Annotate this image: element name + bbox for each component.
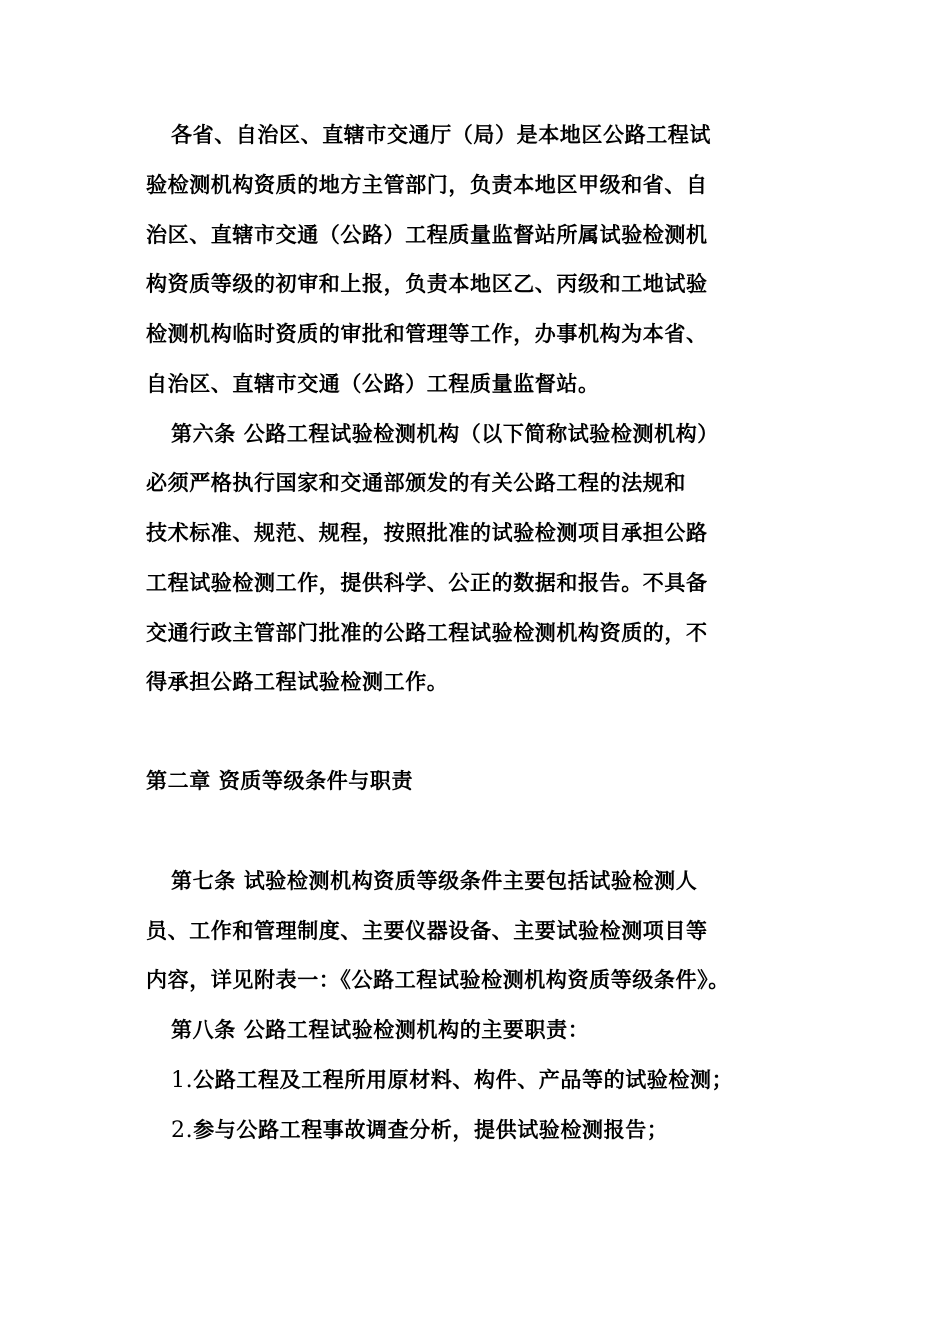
list-item xyxy=(171,1116,831,1144)
article-6-line: 技术标准、规范、规程，按照批准的试验检测项目承担公路 xyxy=(146,521,708,545)
article-6-line: 第六条 公路工程试验检测机构（以下简称试验检测机构） xyxy=(171,422,719,446)
list-item-number: 1. xyxy=(171,1068,194,1093)
paragraph-line: 验检测机构资质的地方主管部门，负责本地区甲级和省、自 xyxy=(146,173,708,197)
article-7-line: 员、工作和管理制度、主要仪器设备、主要试验检测项目等 xyxy=(146,919,708,943)
list-item xyxy=(171,1066,831,1094)
article-7-line: 内容，详见附表一：《公路工程试验检测机构资质等级条件》。 xyxy=(146,968,730,992)
paragraph-line: 治区、直辖市交通（公路）工程质量监督站所属试验检测机 xyxy=(146,223,708,247)
paragraph-line: 自治区、直辖市交通（公路）工程质量监督站。 xyxy=(146,372,600,396)
paragraph-line: 构资质等级的初审和上报，负责本地区乙、丙级和工地试验 xyxy=(146,272,708,296)
article-6-line: 得承担公路工程试验检测工作。 xyxy=(146,670,449,694)
article-7-line: 第七条 试验检测机构资质等级条件主要包括试验检测人 xyxy=(171,869,698,893)
paragraph-line: 检测机构临时资质的审批和管理等工作，办事机构为本省、 xyxy=(146,322,708,346)
chapter-heading: 第二章 资质等级条件与职责 xyxy=(146,769,414,793)
article-6-line: 必须严格执行国家和交通部颁发的有关公路工程的法规和 xyxy=(146,471,686,495)
article-6-line: 工程试验检测工作，提供科学、公正的数据和报告。不具备 xyxy=(146,571,708,595)
list-item-text: 公路工程及工程所用原材料、构件、产品等的试验检测； xyxy=(193,1068,734,1092)
paragraph-line: 各省、自治区、直辖市交通厅（局）是本地区公路工程试 xyxy=(171,123,711,147)
article-8-heading: 第八条 公路工程试验检测机构的主要职责： xyxy=(171,1018,590,1042)
article-6-line: 交通行政主管部门批准的公路工程试验检测机构资质的，不 xyxy=(146,621,708,645)
list-item-number: 2. xyxy=(171,1118,194,1143)
list-item-text: 参与公路工程事故调查分析，提供试验检测报告； xyxy=(193,1118,669,1142)
